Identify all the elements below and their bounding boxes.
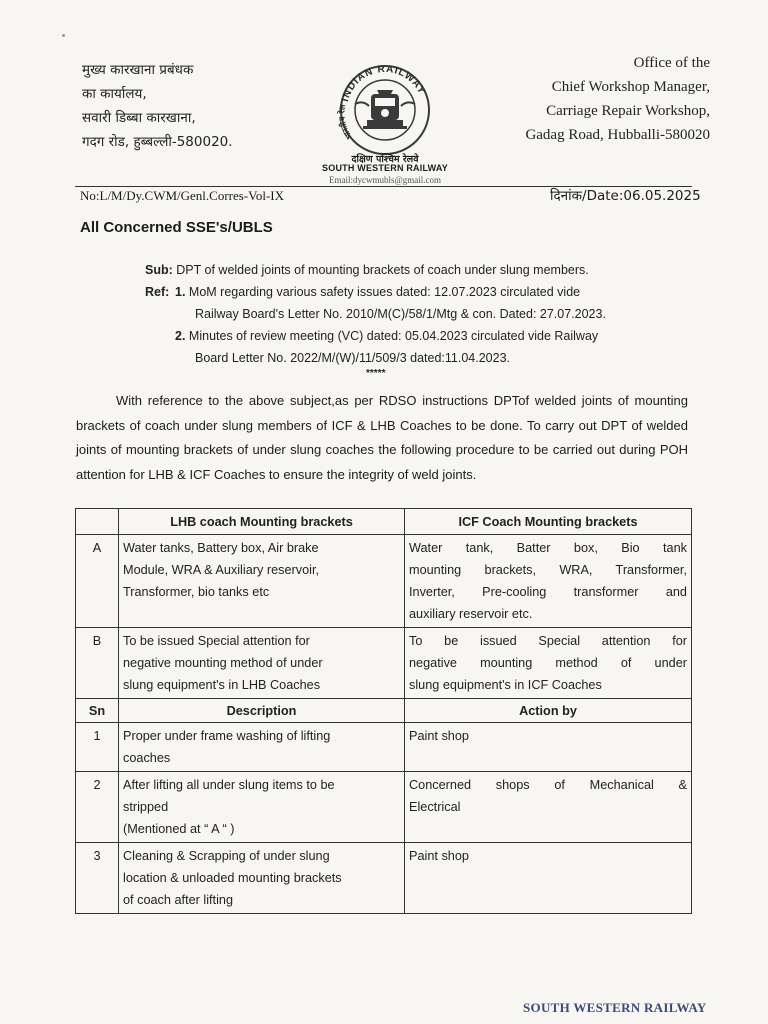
cell-line: Concerned shops of Mechanical & [409,778,687,792]
section-separator: ***** [366,368,386,379]
hindi-address-line: का कार्यालय, [82,86,147,102]
procedure-table [75,508,692,914]
subject-text: DPT of welded joints of mounting brackets of coach under slung members. [176,263,589,277]
cell-line: mounting brackets, WRA, Transformer, [409,563,687,577]
office-address-line: Office of the [633,55,710,71]
reference-number-1: 1. [175,285,186,299]
row-label: B [76,628,119,699]
body-paragraph: With reference to the above subject,as per RDSO instructions DPTof welded joints of mounting brackets of coach under slung members of ICF & LHB Coaches to be done. To carry out DPT of welded joints of mounting brackets of under slung coaches the following procedure to be carried out during POH attention for LHB & ICF Coaches to ensure the integrity of weld joints. [76,393,688,482]
action-cell [405,843,692,914]
office-address-line: Gadag Road, Hubballi-580020 [525,127,710,143]
row-label: A [76,535,119,628]
emblem-logo-icon [325,60,445,156]
subject-line [145,259,589,281]
cell-line: Transformer, bio tanks etc [123,585,270,599]
svg-text:भारतीय रेल [336,103,354,141]
table-row [76,772,692,843]
description-cell [119,723,405,772]
reference-text-continued: Railway Board's Letter No. 2010/M(C)/58/1/Mtg & con. Dated: 27.07.2023. [195,307,606,321]
table-row [76,628,692,699]
cell-line: Paint shop [409,849,469,863]
railway-name: SOUTH WESTERN RAILWAY [322,163,448,173]
table-row [76,535,692,628]
table-header-cell [76,509,119,535]
cell-line: Electrical [409,800,461,814]
table-header-cell: Action by [405,699,692,723]
cell-line: Paint shop [409,729,469,743]
table-row [76,843,692,914]
emblem-text: INDIAN RAILWAY [340,63,428,103]
cell-line: To be issued Special attention for [409,634,687,648]
cell-line: Cleaning & Scrapping of under slung [123,849,330,863]
cell-line: Module, WRA & Auxiliary reservoir, [123,563,320,577]
cell-line: coaches [123,751,171,765]
cell-line: Inverter, Pre-cooling transformer and [409,585,687,599]
lhb-cell [119,628,405,699]
cell-line: Proper under frame washing of lifting [123,729,331,743]
reference-number-2: 2. [175,329,186,343]
lhb-cell [119,535,405,628]
table-row [76,723,692,772]
row-number: 3 [76,843,119,914]
row-number: 2 [76,772,119,843]
reference-label: Ref: [145,285,170,299]
addressee: All Concerned SSE's/UBLS [80,219,273,236]
cell-line: negative mounting method of under [123,656,323,670]
cell-line: Water tanks, Battery box, Air brake [123,541,319,555]
cell-line: negative mounting method of under [409,656,687,670]
reference-text-continued: Board Letter No. 2022/M/(W)/11/509/3 dated:11.04.2023. [195,351,511,365]
office-address [525,51,710,147]
reference-text: Minutes of review meeting (VC) dated: 05.04.2023 circulated vide Railway [188,329,599,343]
emblem-text-hindi: भारतीय रेल [337,103,354,141]
reference-number: No:L/M/Dy.CWM/Genl.Corres-Vol-IX [80,188,285,203]
letter-date: दिनांक/Date:06.05.2025 [550,188,701,204]
table-header-row [76,509,692,535]
subject-label: Sub: [145,263,173,277]
table-header-cell: Description [119,699,405,723]
table-header-cell: ICF Coach Mounting brackets [405,509,692,535]
footer-railway-name: SOUTH WESTERN RAILWAY [523,1000,707,1015]
icf-cell [405,535,692,628]
cell-line: location & unloaded mounting brackets [123,871,342,885]
cell-line: stripped [123,800,169,814]
cell-line: auxiliary reservoir etc. [409,607,533,621]
cell-line: slung equipment's in ICF Coaches [409,678,602,692]
railway-name-hindi: दक्षिण पश्चिम रेलवे [351,154,419,165]
table-header-cell: Sn [76,699,119,723]
hindi-address-line: गदग रोड, हुब्बल्ली-580020. [82,134,233,150]
reference-item [175,281,580,303]
hindi-address-line: सवारी डिब्बा कारखाना, [82,110,196,126]
cell-line: To be issued Special attention for [123,634,310,648]
hindi-address [82,58,233,154]
action-cell [405,723,692,772]
email-address: Email:dycwmubls@gmail.com [328,175,442,185]
indian-railway-emblem [325,60,445,156]
office-address-line: Carriage Repair Workshop, [546,103,710,119]
table-header-cell: LHB coach Mounting brackets [119,509,405,535]
cell-line: of coach after lifting [123,893,234,907]
cell-line: (Mentioned at “ A “ ) [123,822,235,836]
office-address-line: Chief Workshop Manager, [551,79,710,95]
description-cell [119,843,405,914]
reference-item [175,325,598,347]
hindi-address-line: मुख्य कारखाना प्रबंधक [82,62,194,78]
action-cell [405,772,692,843]
reference-text: MoM regarding various safety issues dated: 12.07.2023 circulated vide [188,285,581,299]
cell-line: Water tank, Batter box, Bio tank [409,541,687,555]
cell-line: slung equipment's in LHB Coaches [123,678,321,692]
scan-speck [62,34,65,37]
row-number: 1 [76,723,119,772]
icf-cell [405,628,692,699]
cell-line: After lifting all under slung items to be [123,778,335,792]
description-cell [119,772,405,843]
table-header-row [76,699,692,723]
reference-label-line [145,281,169,303]
